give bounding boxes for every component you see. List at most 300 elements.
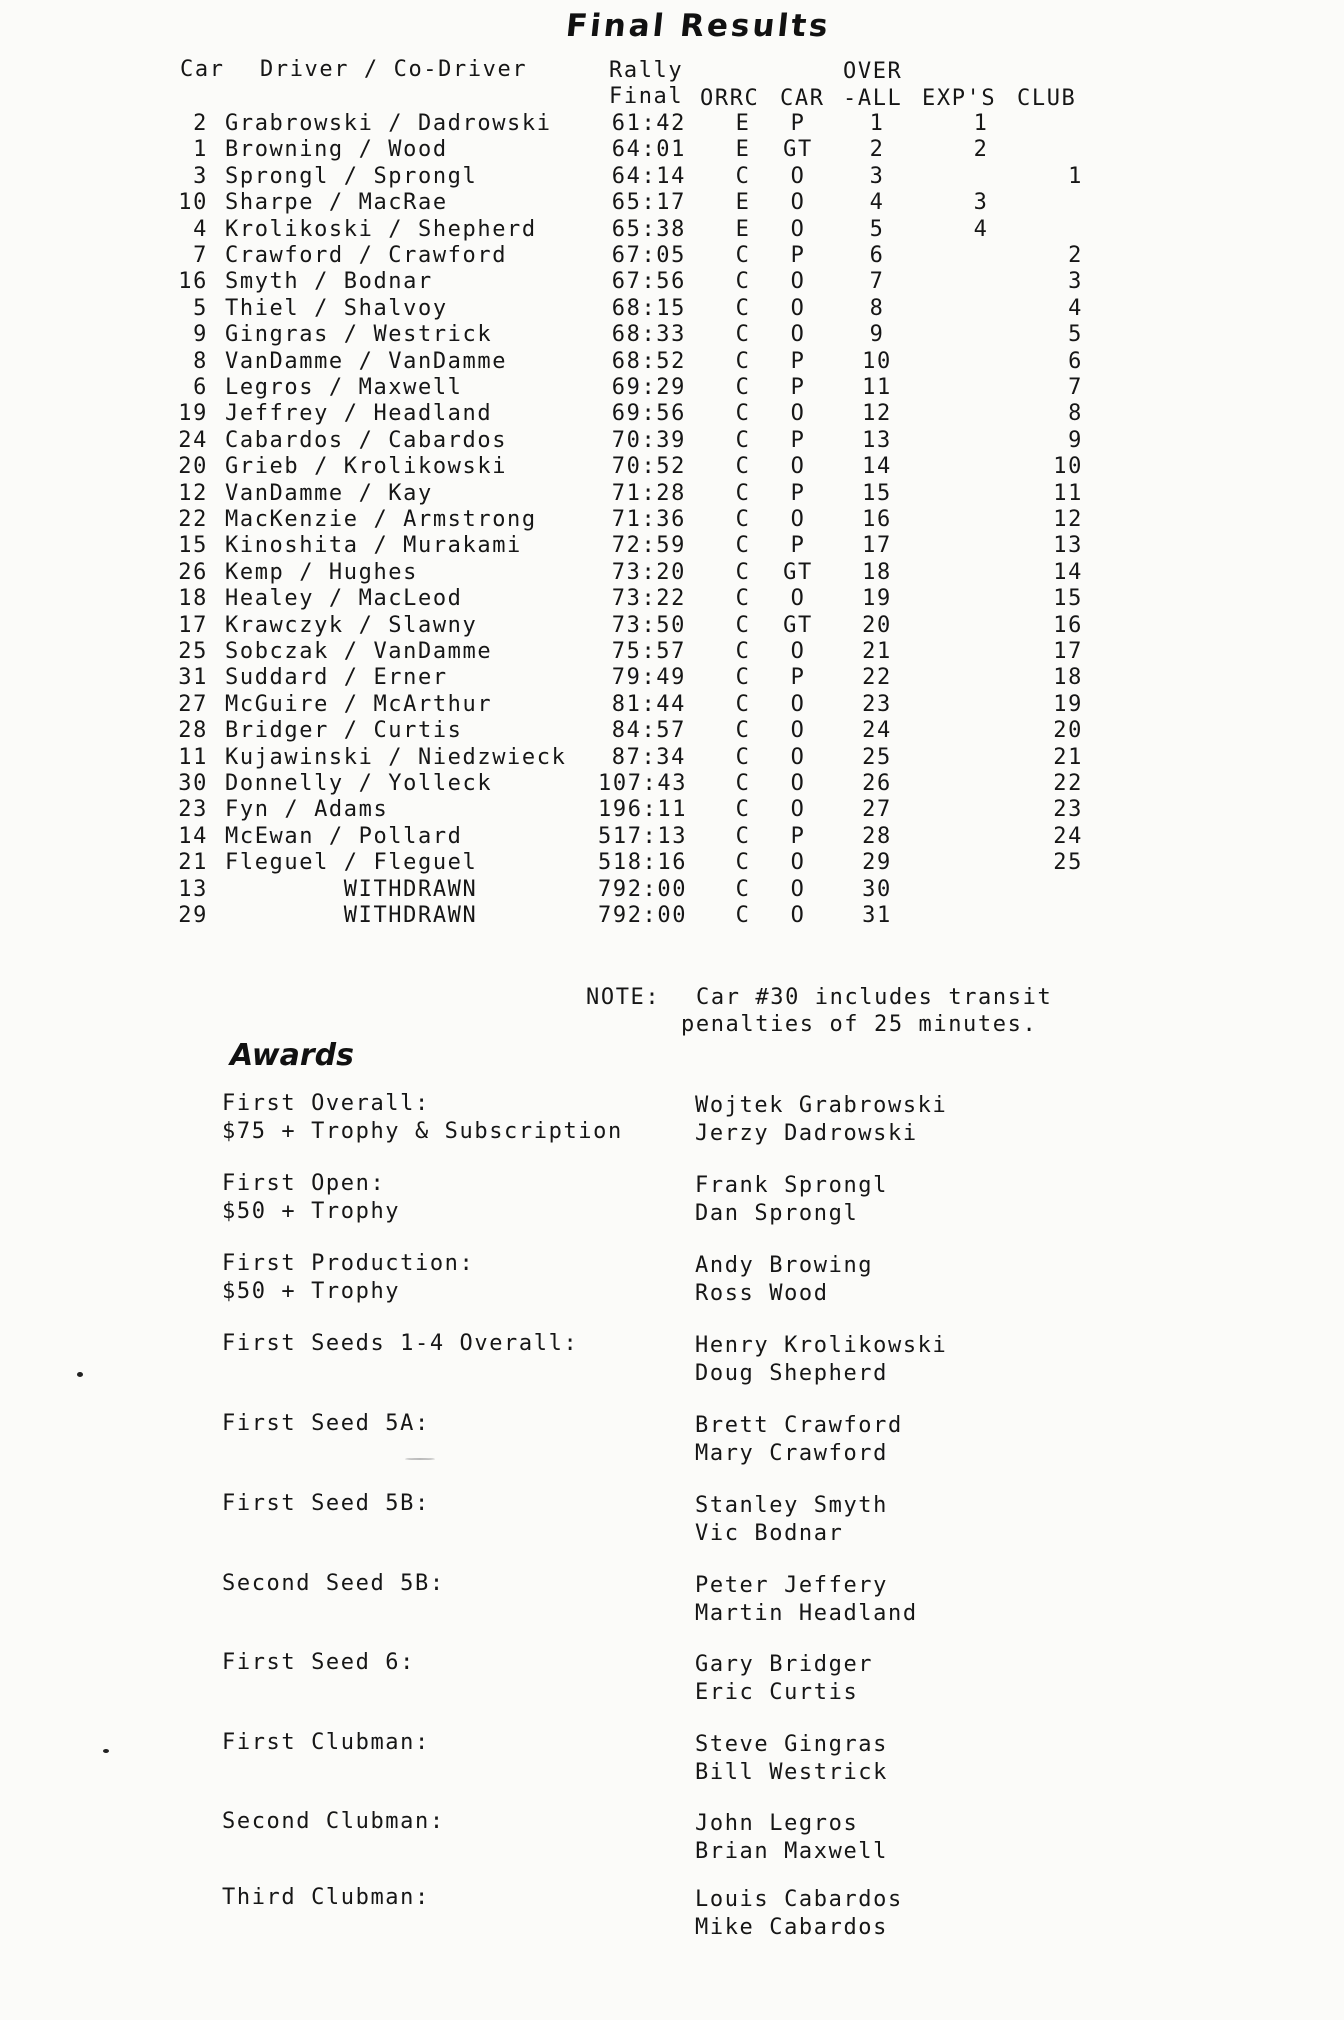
club-place: 24 xyxy=(1053,823,1083,849)
table-row xyxy=(0,797,1344,823)
overall-place: 23 xyxy=(862,691,892,717)
rally-time: 71:28 xyxy=(611,480,686,506)
winner-driver: Henry Krolikowski xyxy=(695,1333,948,1358)
table-row xyxy=(0,349,1344,375)
winner-driver: Andy Browing xyxy=(695,1253,874,1278)
driver-names: MacKenzie / Armstrong xyxy=(225,507,537,532)
club-place: 13 xyxy=(1053,533,1083,559)
car-number: 14 xyxy=(178,823,208,849)
car-class: O xyxy=(790,586,806,612)
car-class: O xyxy=(790,903,806,928)
club-place: 22 xyxy=(1053,771,1083,796)
winner-driver: John Legros xyxy=(695,1811,859,1836)
orrc-class: E xyxy=(735,111,751,136)
table-row xyxy=(0,190,1344,216)
award-label xyxy=(222,1090,623,1146)
table-row xyxy=(0,586,1344,612)
overall-place: 12 xyxy=(862,401,892,427)
award-prize: $75 + Trophy & Subscription xyxy=(222,1119,623,1144)
club-place: 16 xyxy=(1053,612,1083,638)
award-label xyxy=(222,1250,474,1306)
driver-names: Grabrowski / Dadrowski xyxy=(225,111,552,136)
award-label xyxy=(222,1649,415,1677)
winner-driver: Stanley Smyth xyxy=(695,1493,888,1518)
orrc-class: C xyxy=(735,454,751,480)
rally-time: 73:20 xyxy=(611,559,686,585)
car-class: P xyxy=(790,375,806,400)
rally-time: 792:00 xyxy=(598,876,688,902)
overall-place: 9 xyxy=(869,322,885,348)
rally-time: 518:16 xyxy=(598,850,688,876)
car-class: O xyxy=(790,190,806,216)
award-winners xyxy=(695,1572,918,1628)
car-class: P xyxy=(790,111,806,136)
award-label xyxy=(222,1170,400,1226)
orrc-class: C xyxy=(735,639,751,664)
car-class: P xyxy=(790,665,806,691)
orrc-class: C xyxy=(735,507,751,532)
winner-codriver: Dan Sprongl xyxy=(695,1201,859,1226)
header-car: Car xyxy=(180,57,225,82)
overall-place: 5 xyxy=(869,216,885,242)
car-number: 15 xyxy=(178,533,208,559)
driver-names: Suddard / Erner xyxy=(225,665,448,691)
rally-time: 196:11 xyxy=(598,797,688,823)
orrc-class: C xyxy=(735,586,751,612)
car-class: O xyxy=(790,639,806,664)
rally-time: 87:34 xyxy=(611,744,686,770)
award-winners xyxy=(695,1412,903,1468)
header-club: CLUB xyxy=(1017,86,1077,111)
table-row xyxy=(0,269,1344,295)
winner-codriver: Mike Cabardos xyxy=(695,1915,888,1940)
overall-place: 8 xyxy=(869,295,885,321)
winner-driver: Peter Jeffery xyxy=(695,1573,888,1598)
table-row xyxy=(0,164,1344,190)
orrc-class: C xyxy=(735,269,751,295)
overall-place: 3 xyxy=(869,163,885,189)
overall-place: 26 xyxy=(862,771,892,796)
rally-time: 107:43 xyxy=(598,771,688,796)
table-row xyxy=(0,322,1344,348)
club-place: 3 xyxy=(1068,269,1083,295)
note-label: NOTE: xyxy=(586,985,661,1010)
orrc-class: C xyxy=(735,665,751,691)
orrc-class: C xyxy=(735,718,751,744)
award-title: First Production: xyxy=(222,1251,475,1276)
club-place: 10 xyxy=(1053,454,1083,480)
overall-place: 7 xyxy=(869,269,885,295)
rally-time: 70:52 xyxy=(611,454,686,480)
winner-driver: Frank Sprongl xyxy=(695,1173,888,1198)
winner-codriver: Martin Headland xyxy=(695,1601,918,1626)
car-number: 24 xyxy=(178,427,208,453)
award-title: Second Seed 5B: xyxy=(222,1571,445,1596)
car-class: O xyxy=(790,850,806,876)
orrc-class: C xyxy=(735,295,751,321)
car-number: 19 xyxy=(178,401,208,427)
table-row xyxy=(0,639,1344,665)
header-overall-1: OVER xyxy=(843,59,903,84)
overall-place: 10 xyxy=(862,348,892,374)
award-label xyxy=(222,1884,430,1912)
award-label xyxy=(222,1330,578,1358)
note-line-1: Car #30 includes transit xyxy=(696,985,1053,1010)
car-class: O xyxy=(790,771,806,796)
driver-names: Gingras / Westrick xyxy=(225,322,493,348)
club-place: 25 xyxy=(1053,850,1083,876)
award-winners xyxy=(695,1810,888,1866)
table-row xyxy=(0,533,1344,559)
driver-names: Sobczak / VanDamme xyxy=(225,639,493,664)
car-number: 11 xyxy=(178,744,208,770)
award-title: First Seed 6: xyxy=(222,1650,415,1675)
car-class: P xyxy=(790,823,806,849)
car-number: 23 xyxy=(178,797,208,823)
car-number: 16 xyxy=(178,269,208,295)
driver-names: WITHDRAWN xyxy=(225,903,478,928)
overall-place: 11 xyxy=(862,375,892,400)
award-winners xyxy=(695,1172,888,1228)
rally-time: 65:38 xyxy=(611,216,686,242)
table-row xyxy=(0,771,1344,797)
header-overall-2: -ALL xyxy=(843,86,903,111)
rally-time: 69:56 xyxy=(611,401,686,427)
award-winners xyxy=(695,1886,903,1942)
scan-speck xyxy=(103,1749,109,1753)
car-number: 29 xyxy=(178,903,208,928)
award-label xyxy=(222,1808,445,1836)
car-class: P xyxy=(790,348,806,374)
club-place: 2 xyxy=(1068,243,1083,268)
car-class: O xyxy=(790,401,806,427)
driver-names: Jeffrey / Headland xyxy=(225,401,493,427)
winner-codriver: Bill Westrick xyxy=(695,1760,888,1785)
table-row xyxy=(0,375,1344,401)
orrc-class: C xyxy=(735,823,751,849)
winner-codriver: Doug Shepherd xyxy=(695,1361,888,1386)
orrc-class: C xyxy=(735,559,751,585)
orrc-class: E xyxy=(735,137,751,163)
header-car-class: CAR xyxy=(780,86,825,111)
rally-time: 73:50 xyxy=(611,612,686,638)
club-place: 18 xyxy=(1053,665,1083,691)
award-label xyxy=(222,1410,430,1438)
overall-place: 18 xyxy=(862,559,892,585)
page-title: Final Results xyxy=(564,8,833,44)
driver-names: Krolikoski / Shepherd xyxy=(225,216,537,242)
car-number: 18 xyxy=(178,586,208,612)
orrc-class: C xyxy=(735,163,751,189)
award-title: Second Clubman: xyxy=(222,1809,445,1834)
car-number: 30 xyxy=(178,771,208,796)
rally-time: 73:22 xyxy=(611,586,686,612)
winner-codriver: Eric Curtis xyxy=(695,1680,859,1705)
winner-driver: Steve Gingras xyxy=(695,1732,888,1757)
rally-time: 75:57 xyxy=(611,639,686,664)
club-place: 12 xyxy=(1053,507,1083,532)
car-number: 10 xyxy=(178,190,208,216)
table-row xyxy=(0,111,1344,137)
club-place: 8 xyxy=(1068,401,1083,427)
rally-time: 68:33 xyxy=(611,322,686,348)
rally-time: 64:01 xyxy=(611,137,686,163)
experts-place: 2 xyxy=(973,137,989,163)
table-row xyxy=(0,877,1344,903)
winner-codriver: Jerzy Dadrowski xyxy=(695,1121,918,1146)
car-class: GT xyxy=(783,559,813,585)
winner-codriver: Mary Crawford xyxy=(695,1441,888,1466)
rally-time: 67:56 xyxy=(611,269,686,295)
club-place: 1 xyxy=(1068,163,1083,189)
rally-time: 81:44 xyxy=(611,691,686,717)
car-number: 28 xyxy=(178,718,208,744)
rally-time: 84:57 xyxy=(611,718,686,744)
car-number: 3 xyxy=(193,163,208,189)
scan-speck xyxy=(405,1458,435,1460)
award-winners xyxy=(695,1731,888,1787)
orrc-class: C xyxy=(735,375,751,400)
car-class: O xyxy=(790,718,806,744)
winner-codriver: Ross Wood xyxy=(695,1281,829,1306)
orrc-class: C xyxy=(735,691,751,717)
club-place: 6 xyxy=(1068,348,1083,374)
car-number: 6 xyxy=(193,375,208,400)
club-place: 21 xyxy=(1053,744,1083,770)
club-place: 7 xyxy=(1068,375,1083,400)
driver-names: Legros / Maxwell xyxy=(225,375,463,400)
driver-names: Grieb / Krolikowski xyxy=(225,454,508,480)
overall-place: 6 xyxy=(869,243,885,268)
car-class: O xyxy=(790,269,806,295)
club-place: 19 xyxy=(1053,691,1083,717)
car-class: GT xyxy=(783,612,813,638)
award-title: First Seeds 1-4 Overall: xyxy=(222,1331,579,1356)
overall-place: 29 xyxy=(862,850,892,876)
rally-time: 61:42 xyxy=(611,111,686,136)
car-number: 13 xyxy=(178,876,208,902)
table-row xyxy=(0,454,1344,480)
rally-time: 69:29 xyxy=(611,375,686,400)
award-winners xyxy=(695,1252,873,1308)
rally-time: 68:15 xyxy=(611,295,686,321)
car-number: 8 xyxy=(193,348,208,374)
table-row xyxy=(0,824,1344,850)
table-row xyxy=(0,745,1344,771)
award-winners xyxy=(695,1492,888,1548)
award-label xyxy=(222,1490,430,1518)
car-number: 7 xyxy=(193,243,208,268)
driver-names: VanDamme / Kay xyxy=(225,480,433,506)
overall-place: 22 xyxy=(862,665,892,691)
rally-time: 517:13 xyxy=(598,823,688,849)
driver-names: Crawford / Crawford xyxy=(225,243,508,268)
orrc-class: C xyxy=(735,401,751,427)
table-row xyxy=(0,217,1344,243)
overall-place: 24 xyxy=(862,718,892,744)
car-class: GT xyxy=(783,137,813,163)
overall-place: 13 xyxy=(862,427,892,453)
car-number: 20 xyxy=(178,454,208,480)
overall-place: 19 xyxy=(862,586,892,612)
driver-names: WITHDRAWN xyxy=(225,876,478,902)
table-row xyxy=(0,296,1344,322)
club-place: 17 xyxy=(1053,639,1083,664)
winner-driver: Louis Cabardos xyxy=(695,1887,903,1912)
rally-time: 792:00 xyxy=(598,903,688,928)
car-class: O xyxy=(790,691,806,717)
driver-names: Sprongl / Sprongl xyxy=(225,163,478,189)
club-place: 11 xyxy=(1053,480,1083,506)
rally-time: 65:17 xyxy=(611,190,686,216)
driver-names: Browning / Wood xyxy=(225,137,448,163)
car-class: O xyxy=(790,163,806,189)
table-row xyxy=(0,481,1344,507)
car-number: 2 xyxy=(193,111,208,136)
overall-place: 4 xyxy=(869,190,885,216)
car-class: P xyxy=(790,243,806,268)
club-place: 20 xyxy=(1053,718,1083,744)
driver-names: VanDamme / VanDamme xyxy=(225,348,508,374)
award-title: Third Clubman: xyxy=(222,1885,430,1910)
club-place: 9 xyxy=(1068,427,1083,453)
table-row xyxy=(0,665,1344,691)
header-driver: Driver / Co-Driver xyxy=(260,57,528,82)
overall-place: 16 xyxy=(862,507,892,532)
winner-driver: Brett Crawford xyxy=(695,1413,903,1438)
award-label xyxy=(222,1729,430,1757)
driver-names: Krawczyk / Slawny xyxy=(225,612,478,638)
car-class: P xyxy=(790,533,806,559)
overall-place: 25 xyxy=(862,744,892,770)
overall-place: 27 xyxy=(862,797,892,823)
table-row xyxy=(0,613,1344,639)
orrc-class: C xyxy=(735,480,751,506)
orrc-class: C xyxy=(735,903,751,928)
winner-codriver: Brian Maxwell xyxy=(695,1839,888,1864)
club-place: 14 xyxy=(1053,559,1083,585)
award-title: First Overall: xyxy=(222,1091,430,1116)
winner-driver: Gary Bridger xyxy=(695,1652,874,1677)
overall-place: 20 xyxy=(862,612,892,638)
rally-time: 71:36 xyxy=(611,507,686,532)
car-number: 27 xyxy=(178,691,208,717)
car-number: 5 xyxy=(193,295,208,321)
car-number: 9 xyxy=(193,322,208,348)
rally-time: 70:39 xyxy=(611,427,686,453)
award-prize: $50 + Trophy xyxy=(222,1279,401,1304)
car-number: 4 xyxy=(193,216,208,242)
header-rally-1: Rally xyxy=(609,58,684,83)
table-row xyxy=(0,903,1344,929)
rally-time: 67:05 xyxy=(611,243,686,268)
rally-time: 64:14 xyxy=(611,163,686,189)
award-winners xyxy=(695,1092,947,1148)
driver-names: Kujawinski / Niedzwieck xyxy=(225,744,567,770)
club-place: 5 xyxy=(1068,322,1083,348)
rally-time: 68:52 xyxy=(611,348,686,374)
orrc-class: C xyxy=(735,612,751,638)
awards-title: Awards xyxy=(230,1038,354,1073)
club-place: 4 xyxy=(1068,295,1083,321)
award-label xyxy=(222,1570,445,1598)
overall-place: 1 xyxy=(869,111,885,136)
table-row xyxy=(0,850,1344,876)
overall-place: 14 xyxy=(862,454,892,480)
car-number: 31 xyxy=(178,665,208,691)
car-number: 25 xyxy=(178,639,208,664)
overall-place: 31 xyxy=(862,903,892,928)
table-row xyxy=(0,137,1344,163)
club-place: 23 xyxy=(1053,797,1083,823)
overall-place: 30 xyxy=(862,876,892,902)
award-title: First Seed 5A: xyxy=(222,1411,430,1436)
orrc-class: C xyxy=(735,744,751,770)
car-number: 22 xyxy=(178,507,208,532)
header-experts: EXP'S xyxy=(922,86,997,111)
overall-place: 15 xyxy=(862,480,892,506)
table-row xyxy=(0,401,1344,427)
driver-names: Cabardos / Cabardos xyxy=(225,427,508,453)
orrc-class: C xyxy=(735,427,751,453)
driver-names: Smyth / Bodnar xyxy=(225,269,433,295)
note-line-2: penalties of 25 minutes. xyxy=(681,1012,1038,1037)
award-title: First Clubman: xyxy=(222,1730,430,1755)
driver-names: Donnelly / Yolleck xyxy=(225,771,493,796)
car-class: O xyxy=(790,216,806,242)
orrc-class: C xyxy=(735,876,751,902)
driver-names: Fyn / Adams xyxy=(225,797,389,823)
car-class: O xyxy=(790,797,806,823)
table-row xyxy=(0,428,1344,454)
winner-driver: Wojtek Grabrowski xyxy=(695,1093,948,1118)
orrc-class: C xyxy=(735,850,751,876)
overall-place: 17 xyxy=(862,533,892,559)
scan-speck xyxy=(77,1372,83,1377)
car-class: P xyxy=(790,480,806,506)
car-number: 17 xyxy=(178,612,208,638)
experts-place: 1 xyxy=(973,111,989,136)
driver-names: McEwan / Pollard xyxy=(225,823,463,849)
experts-place: 3 xyxy=(973,190,989,216)
driver-names: Healey / MacLeod xyxy=(225,586,463,612)
car-class: O xyxy=(790,454,806,480)
orrc-class: C xyxy=(735,348,751,374)
award-prize: $50 + Trophy xyxy=(222,1199,401,1224)
car-number: 12 xyxy=(178,480,208,506)
driver-names: McGuire / McArthur xyxy=(225,691,493,717)
car-number: 21 xyxy=(178,850,208,876)
award-title: First Seed 5B: xyxy=(222,1491,430,1516)
car-class: O xyxy=(790,322,806,348)
driver-names: Bridger / Curtis xyxy=(225,718,463,744)
driver-names: Fleguel / Fleguel xyxy=(225,850,478,876)
experts-place: 4 xyxy=(973,216,989,242)
award-winners xyxy=(695,1332,947,1388)
rally-time: 79:49 xyxy=(611,665,686,691)
car-class: O xyxy=(790,295,806,321)
orrc-class: E xyxy=(735,190,751,216)
table-row xyxy=(0,243,1344,269)
table-row xyxy=(0,560,1344,586)
club-place: 15 xyxy=(1053,586,1083,612)
winner-codriver: Vic Bodnar xyxy=(695,1521,844,1546)
driver-names: Thiel / Shalvoy xyxy=(225,295,448,321)
orrc-class: C xyxy=(735,533,751,559)
header-rally-2: Final xyxy=(609,84,684,109)
orrc-class: C xyxy=(735,243,751,268)
car-class: O xyxy=(790,744,806,770)
